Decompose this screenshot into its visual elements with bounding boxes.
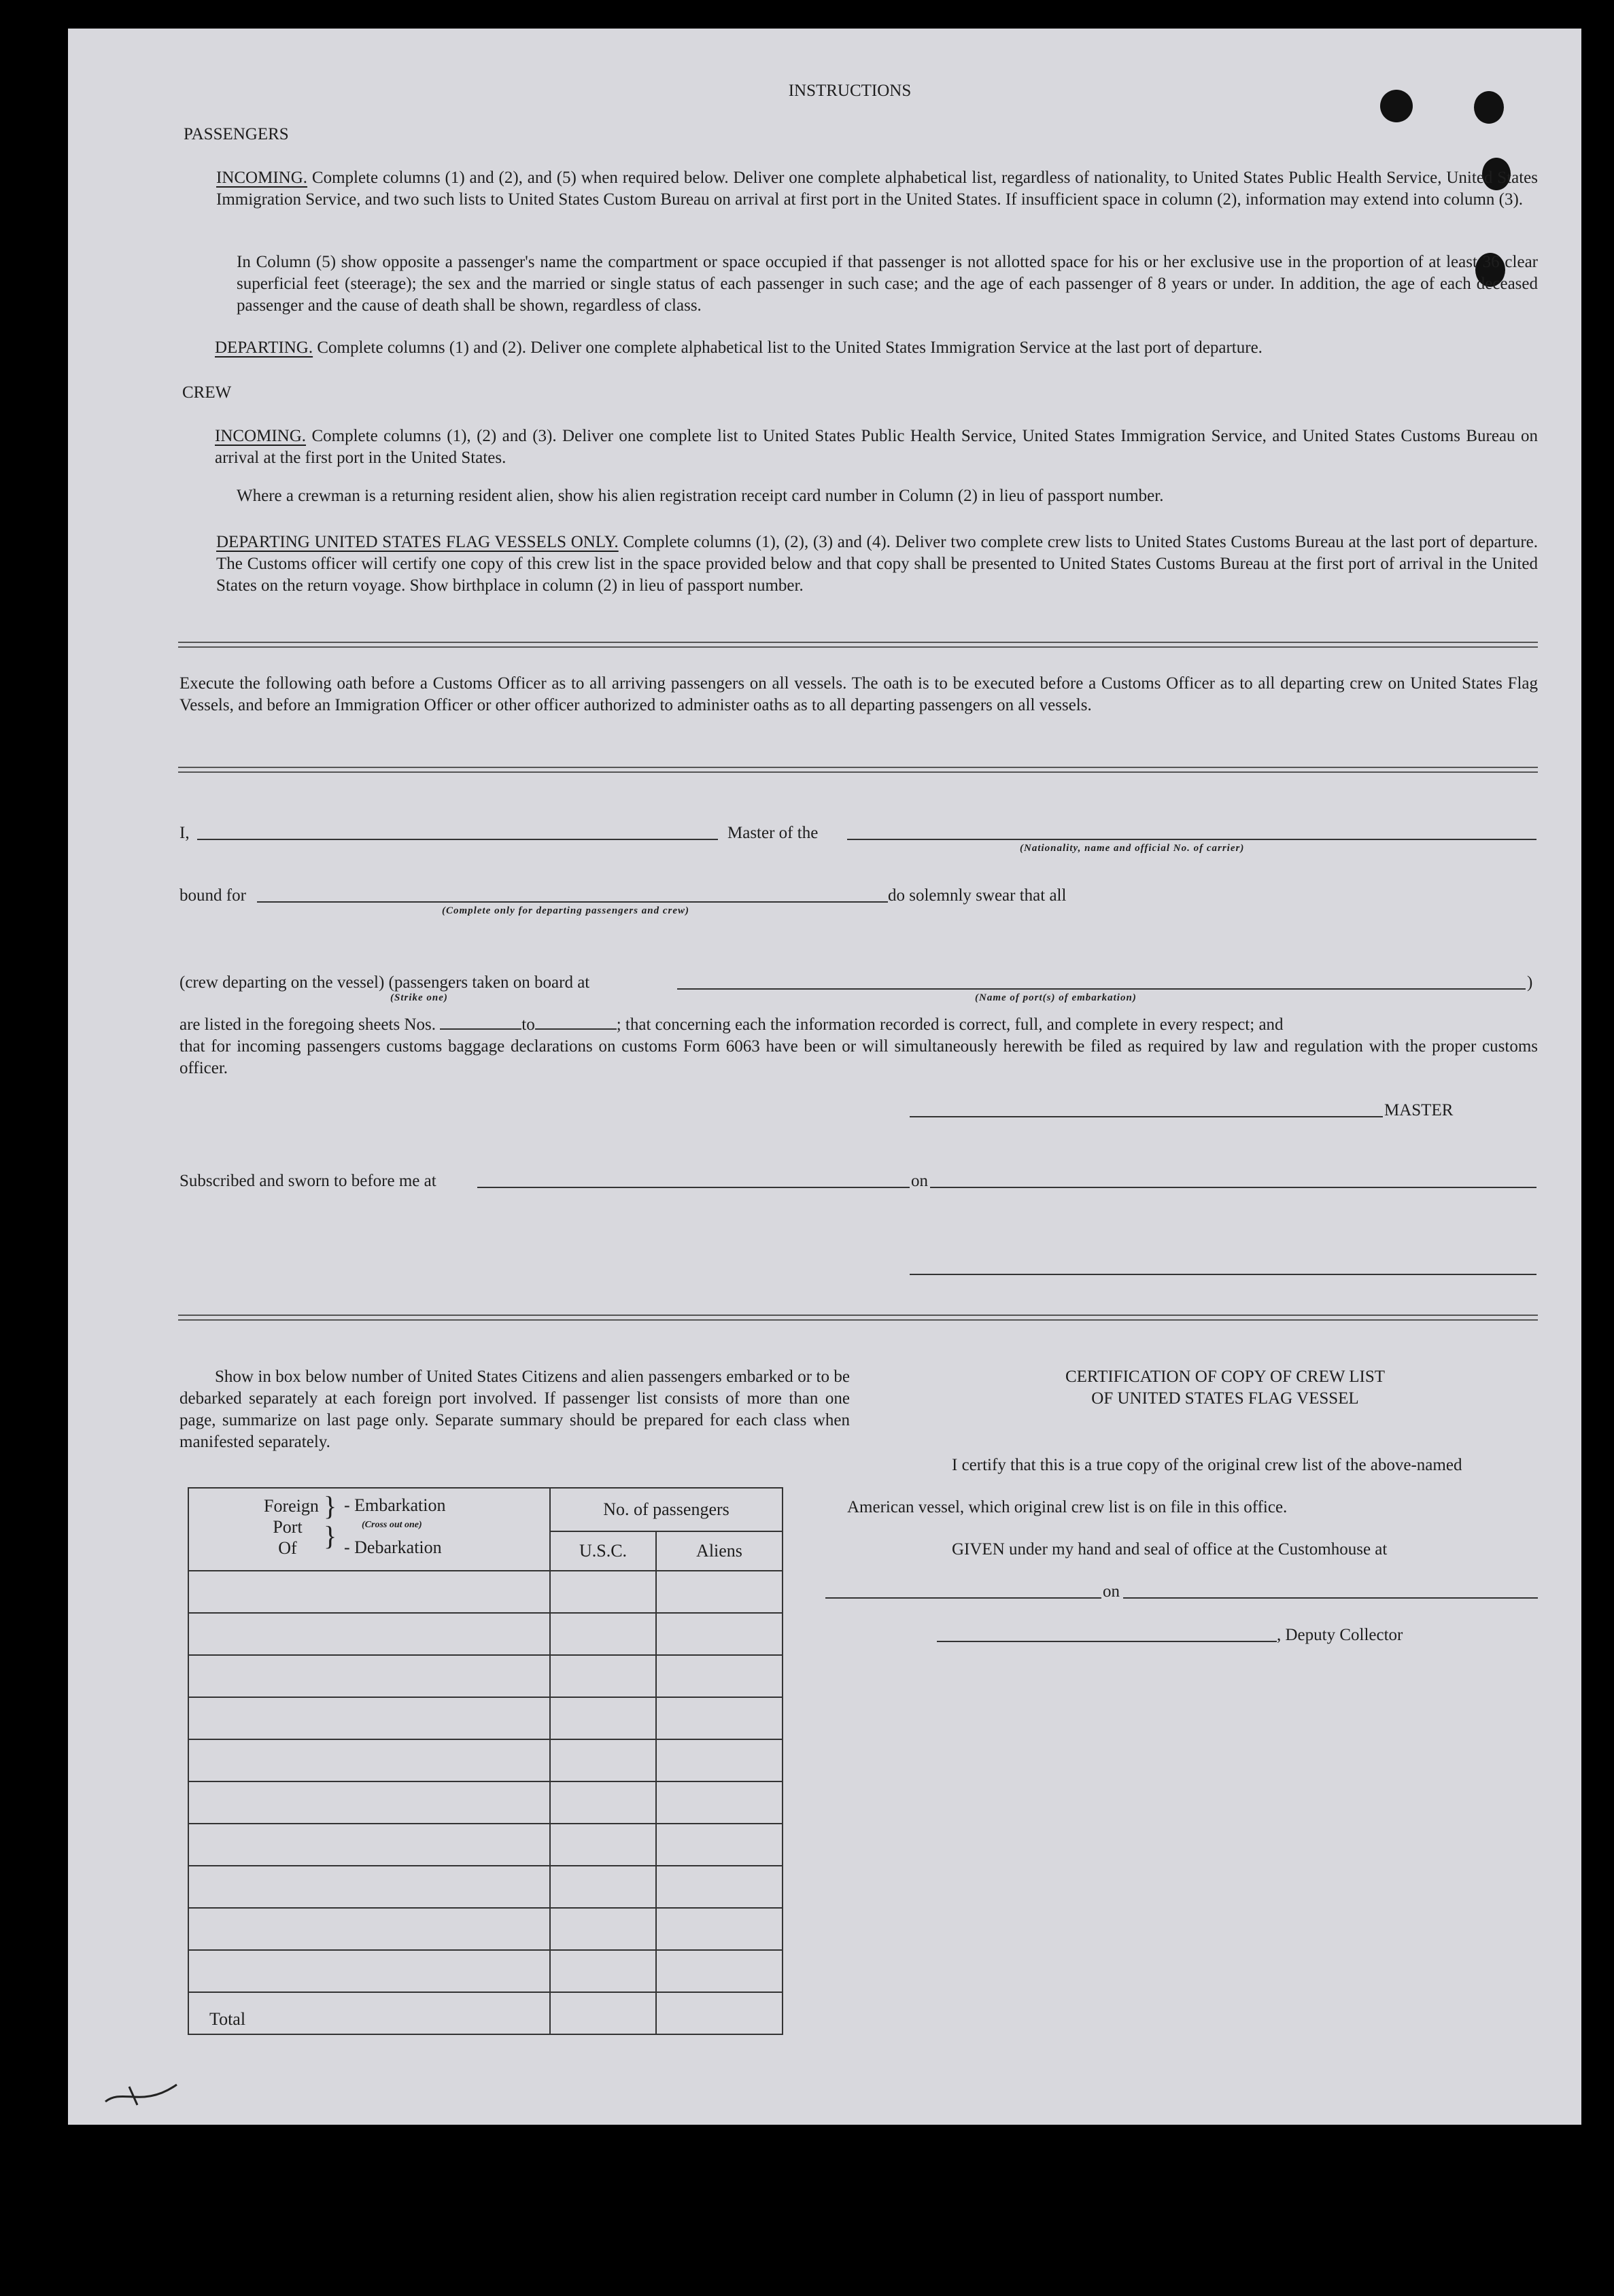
crew-departing-label: DEPARTING UNITED STATES FLAG VESSELS ONLY.	[216, 533, 619, 551]
crew-departing-paragraph	[216, 532, 1538, 597]
table-row	[188, 1571, 783, 1613]
usc-total-cell[interactable]	[550, 1992, 656, 2034]
certification-title-1: CERTIFICATION OF COPY OF CREW LIST	[1065, 1368, 1386, 1386]
table-row	[188, 1866, 783, 1908]
listed-to: to	[521, 1015, 535, 1034]
table-row	[188, 1697, 783, 1739]
departing-text: Complete columns (1) and (2). Deliver one complete alphabetical list to the United States Immigration Service at the last port of departure.	[317, 338, 1263, 357]
of-label: Of	[278, 1538, 297, 1558]
port-note: (Name of port(s) of embarkation)	[975, 992, 1137, 1003]
port-header-cell	[188, 1488, 550, 1571]
port-cell[interactable]	[188, 1655, 550, 1697]
aliens-cell[interactable]	[656, 1908, 783, 1950]
sheet-from-field[interactable]	[440, 1015, 521, 1030]
passengers-heading: PASSENGERS	[184, 125, 289, 143]
usc-cell[interactable]	[550, 1866, 656, 1908]
port-cell[interactable]	[188, 1781, 550, 1824]
passengers-incoming-paragraph	[216, 167, 1538, 211]
port-cell[interactable]	[188, 1739, 550, 1781]
form-page	[68, 29, 1581, 2125]
aliens-cell[interactable]	[656, 1824, 783, 1866]
bound-for-line[interactable]	[257, 901, 888, 903]
listed-text-b: ; that concerning each the information recorded is correct, full, and complete in every respect; and	[616, 1015, 1284, 1034]
aliens-cell[interactable]	[656, 1866, 783, 1908]
divider	[178, 767, 1538, 773]
oath-i-label: I,	[179, 824, 190, 842]
incoming-label: INCOMING.	[216, 169, 308, 187]
handwritten-mark	[102, 2074, 190, 2115]
usc-cell[interactable]	[550, 1613, 656, 1655]
column5-paragraph: In Column (5) show opposite a passenger's name the compartment or space occupied if that passenger is not allotted space for his or her exclusive use in the proportion of at least 36 clear superficial feet (steerage); the sex and the married or single status of each passenger in such case; and the age of each passenger of 8 years or under. In addition, the age of each deceased passenger and the cause of death shall be shown, regardless of class.	[237, 253, 1538, 315]
embarkation-label[interactable]: - Embarkation	[344, 1495, 446, 1515]
master-of-the-label: Master of the	[727, 824, 819, 842]
bound-for-label: bound for	[179, 886, 246, 905]
table-row	[188, 1950, 783, 1992]
port-cell[interactable]	[188, 1613, 550, 1655]
usc-cell[interactable]	[550, 1739, 656, 1781]
oath-intro: Execute the following oath before a Customs Officer as to all arriving passengers on all vessels. The oath is to be executed before a Customs Officer as to all departing crew on United States Flag Vessels, and before an Immigration Officer or other officer authorized to administer oaths as to all departing passengers on all vessels.	[179, 674, 1538, 714]
crew-incoming-paragraph	[215, 425, 1538, 469]
certification-line-2: American vessel, which original crew list is on file in this office.	[847, 1498, 1288, 1516]
incoming-text: Complete columns (1) and (2), and (5) when required below. Deliver one complete alphabetical list, regardless of nationality, to United States Public Health Service, United States Immigration Service, and two such lists to United States Custom Bureau on arrival at first port in the United States. If insufficient space in column (2), information may extend into column (3).	[216, 169, 1538, 209]
page-title: INSTRUCTIONS	[788, 82, 912, 100]
listed-line	[179, 1014, 1539, 1036]
table-row	[188, 1908, 783, 1950]
table-row	[188, 1781, 783, 1824]
port-cell[interactable]	[188, 1697, 550, 1739]
divider	[178, 642, 1538, 648]
certification-on-label: on	[1103, 1582, 1120, 1601]
total-label: Total	[188, 1992, 550, 2034]
aliens-cell[interactable]	[656, 1697, 783, 1739]
deputy-collector-label: , Deputy Collector	[1277, 1626, 1403, 1644]
port-cell[interactable]	[188, 1824, 550, 1866]
usc-header: U.S.C.	[550, 1531, 656, 1571]
usc-cell[interactable]	[550, 1781, 656, 1824]
port-label: Port	[273, 1517, 303, 1537]
aliens-cell[interactable]	[656, 1781, 783, 1824]
close-paren: )	[1527, 973, 1533, 992]
brace-icon: }	[324, 1491, 337, 1521]
aliens-header: Aliens	[656, 1531, 783, 1571]
port-cell[interactable]	[188, 1908, 550, 1950]
subscribed-label: Subscribed and sworn to before me at	[179, 1172, 436, 1190]
nationality-note: (Nationality, name and official No. of carrier)	[1020, 843, 1245, 854]
master-label: MASTER	[1384, 1101, 1454, 1119]
vessel-line[interactable]	[847, 839, 1536, 840]
sworn-date-line[interactable]	[930, 1187, 1536, 1188]
sworn-on-label: on	[911, 1172, 928, 1190]
usc-cell[interactable]	[550, 1824, 656, 1866]
port-cell[interactable]	[188, 1866, 550, 1908]
passenger-summary-table	[188, 1487, 783, 2035]
aliens-cell[interactable]	[656, 1613, 783, 1655]
master-name-line[interactable]	[197, 839, 718, 840]
crew-incoming-text: Complete columns (1), (2) and (3). Deliver one complete list to United States Public Health Service, United States Immigration Service, and United States Customs Bureau on arrival at the first port in the United States.	[215, 427, 1538, 467]
certification-line-1: I certify that this is a true copy of the original crew list of the above-named	[952, 1456, 1462, 1474]
total-row	[188, 1992, 783, 2034]
aliens-total-cell[interactable]	[656, 1992, 783, 2034]
table-row	[188, 1655, 783, 1697]
usc-cell[interactable]	[550, 1655, 656, 1697]
departing-label: DEPARTING.	[215, 338, 313, 357]
port-cell[interactable]	[188, 1571, 550, 1613]
no-passengers-header: No. of passengers	[550, 1488, 783, 1531]
crew-heading: CREW	[182, 383, 232, 402]
usc-cell[interactable]	[550, 1697, 656, 1739]
passengers-departing-paragraph	[215, 337, 1541, 359]
swear-text: do solemnly swear that all	[888, 886, 1067, 905]
crew-incoming-label: INCOMING.	[215, 427, 307, 445]
table-row	[188, 1739, 783, 1781]
table-row	[188, 1824, 783, 1866]
usc-cell[interactable]	[550, 1571, 656, 1613]
debarkation-label[interactable]: - Debarkation	[344, 1537, 442, 1557]
listed-text-c: that for incoming passengers customs baggage declarations on customs Form 6063 have been or will simultaneously herewith be filed as required by law and regulation with the proper customs officer.	[179, 1037, 1538, 1077]
sheet-to-field[interactable]	[535, 1015, 617, 1030]
master-signature-line[interactable]	[910, 1116, 1383, 1117]
certification-date-line[interactable]	[1123, 1597, 1538, 1599]
aliens-cell[interactable]	[656, 1655, 783, 1697]
complete-only-note: (Complete only for departing passengers and crew)	[442, 905, 689, 916]
cross-out-note: (Cross out one)	[362, 1520, 422, 1530]
foreign-label: Foreign	[264, 1496, 319, 1516]
port-cell[interactable]	[188, 1950, 550, 1992]
aliens-cell[interactable]	[656, 1950, 783, 1992]
summary-instructions: Show in box below number of United States Citizens and alien passengers embarked or to be debarked separately at each foreign port involved. If passenger list consists of more than one page, summarize on last page only. Separate summary should be prepared for each class when manifested separately.	[179, 1368, 850, 1451]
embarkation-port-line[interactable]	[677, 988, 1526, 990]
aliens-cell[interactable]	[656, 1739, 783, 1781]
brace-icon: }	[324, 1520, 337, 1551]
crew-departing-text: Complete columns (1), (2), (3) and (4). Deliver two complete crew lists to United States Customs Bureau at the last port of departure. The Customs officer will certify one copy of this crew list in the space provided below and that copy shall be presented to United States Customs Bureau at the first port of arrival in the United States on the return voyage. Show birthplace in column (2) in lieu of passport number.	[216, 533, 1539, 595]
usc-cell[interactable]	[550, 1908, 656, 1950]
usc-cell[interactable]	[550, 1950, 656, 1992]
crew-passengers-text: (crew departing on the vessel) (passengers taken on board at	[179, 973, 590, 992]
strike-one-note: (Strike one)	[390, 992, 448, 1003]
table-row	[188, 1613, 783, 1655]
deputy-signature-line[interactable]	[937, 1641, 1277, 1642]
crewman-paragraph: Where a crewman is a returning resident alien, show his alien registration receipt card number in Column (2) in lieu of passport number.	[237, 487, 1164, 505]
aliens-cell[interactable]	[656, 1571, 783, 1613]
sworn-place-line[interactable]	[477, 1187, 910, 1188]
certification-title-2: OF UNITED STATES FLAG VESSEL	[1091, 1389, 1359, 1408]
listed-text-a: are listed in the foregoing sheets Nos.	[179, 1015, 436, 1034]
officer-signature-line[interactable]	[910, 1274, 1536, 1275]
customhouse-line[interactable]	[825, 1597, 1101, 1599]
certification-given: GIVEN under my hand and seal of office at the Customhouse at	[952, 1540, 1388, 1559]
divider	[178, 1315, 1538, 1321]
